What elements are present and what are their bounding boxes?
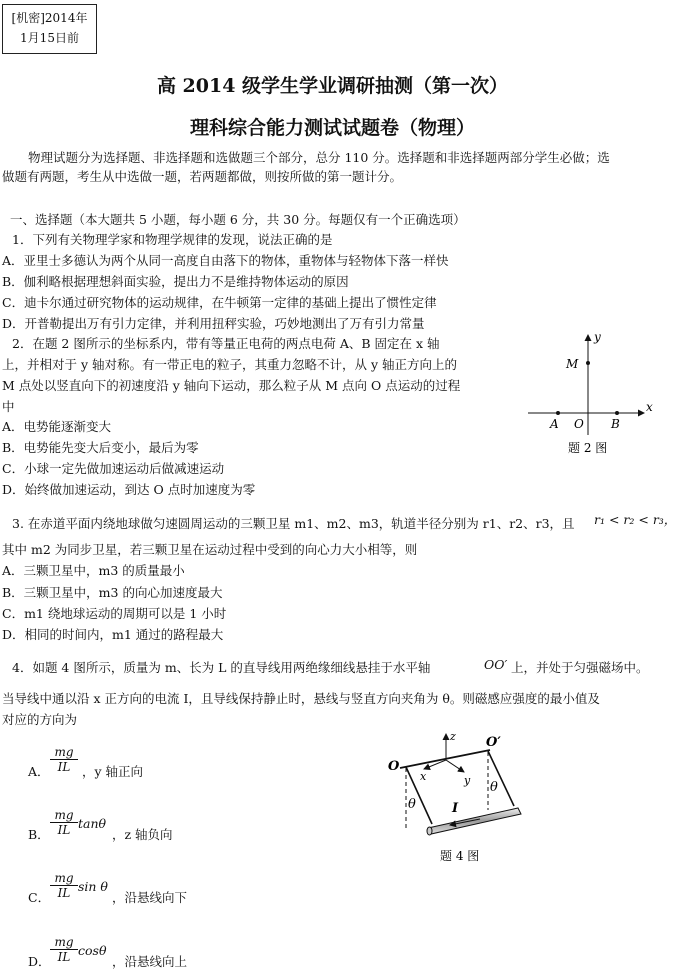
q4-option-a-numerator: mg bbox=[50, 745, 78, 760]
q4-label-theta-left: θ bbox=[408, 797, 416, 812]
q4-option-d-denominator: IL bbox=[57, 950, 71, 964]
q4-option-a-denominator: IL bbox=[57, 760, 71, 774]
q2-figure bbox=[520, 325, 660, 460]
q4-option-d-letter: D． bbox=[28, 954, 51, 969]
q4-option-c-denominator: IL bbox=[57, 886, 71, 900]
q1-option-c: C．迪卡尔通过研究物体的运动规律，在牛顿第一定律的基础上提出了惯性定律 bbox=[2, 295, 437, 310]
q4-label-o: O bbox=[388, 759, 400, 774]
q4-axis-line bbox=[400, 750, 490, 768]
q4-option-b-fraction bbox=[50, 808, 78, 837]
q1-option-b: B．伽利略根据理想斜面实验，提出力不是维持物体运动的原因 bbox=[2, 274, 349, 289]
q1-option-a: A．亚里士多德认为两个从同一高度自由落下的物体，重物体与轻物体下落一样快 bbox=[2, 253, 449, 268]
q4-thread-right bbox=[488, 751, 514, 806]
exam-subtitle: 理科综合能力测试试题卷（物理） bbox=[189, 117, 475, 139]
q4-option-b-func: tanθ bbox=[78, 816, 107, 831]
q1-stem: 1．下列有关物理学家和物理学规律的发现，说法正确的是 bbox=[12, 232, 333, 247]
q4-option-d-numerator: mg bbox=[50, 935, 78, 950]
q4-wire bbox=[427, 808, 521, 835]
q2-point-b bbox=[615, 411, 619, 415]
q4-option-a-tail: ，y 轴正向 bbox=[82, 764, 144, 779]
section-heading: 一、选择题（本大题共 5 小题，每小题 6 分，共 30 分。每题仅有一个正确选项） bbox=[10, 212, 466, 227]
q4-stem-line-1b: 上，并处于匀强磁场中。 bbox=[511, 660, 649, 675]
q2-label-y: y bbox=[594, 330, 601, 344]
q4-option-c-letter: C． bbox=[28, 890, 51, 905]
q2-label-b: B bbox=[611, 417, 620, 431]
q3-option-c: C．m1 绕地球运动的周期可以是 1 小时 bbox=[2, 606, 227, 621]
q4-option-c-numerator: mg bbox=[50, 871, 78, 886]
q3-option-d: D．相同的时间内，m1 通过的路程最大 bbox=[2, 627, 224, 642]
confidential-stamp bbox=[2, 4, 97, 54]
q4-label-z: z bbox=[450, 730, 456, 743]
q2-option-a: A．电势能逐渐变大 bbox=[2, 419, 112, 434]
q4-option-b-numerator: mg bbox=[50, 808, 78, 823]
q3-stem-line-2: 其中 m2 为同步卫星，若三颗卫星在运动过程中受到的向心力大小相等，则 bbox=[2, 542, 418, 557]
exam-title: 高 2014 级学生学业调研抽测（第一次） bbox=[156, 75, 509, 97]
q2-label-m: M bbox=[566, 357, 579, 371]
q4-stem-line-2: 当导线中通以沿 x 正方向的电流 I，且导线保持静止时，悬线与竖直方向夹角为 θ。则磁感应强度的最小值及 bbox=[2, 691, 600, 706]
q4-option-a-letter: A． bbox=[28, 764, 50, 779]
q4-y-axis bbox=[446, 760, 464, 772]
confidential-line-2: 1月15日前 bbox=[20, 31, 79, 45]
q4-figure-caption: 题 4 图 bbox=[440, 849, 480, 863]
q3-option-a: A．三颗卫星中，m3 的质量最小 bbox=[2, 563, 185, 578]
q4-option-c-func: sin θ bbox=[78, 879, 108, 894]
q4-label-o-prime: O′ bbox=[486, 735, 501, 750]
q4-label-theta-right: θ bbox=[490, 780, 498, 795]
q2-point-m bbox=[586, 361, 590, 365]
confidential-line-1: [机密]2014年 bbox=[11, 11, 88, 25]
q2-stem-line-1: 2．在题 2 图所示的坐标系内，带有等量正电荷的两点电荷 A、B 固定在 x 轴 bbox=[12, 336, 440, 351]
q4-option-d-fraction bbox=[50, 935, 78, 964]
q4-axis-label: OO′ bbox=[484, 657, 508, 672]
q2-stem-line-3: M 点处以竖直向下的初速度沿 y 轴向下运动，那么粒子从 M 点向 O 点运动的过程 bbox=[2, 378, 461, 393]
q4-option-b-denominator: IL bbox=[57, 823, 71, 837]
q4-label-x: x bbox=[420, 770, 427, 783]
q2-option-c: C．小球一定先做加速运动后做减速运动 bbox=[2, 461, 225, 476]
q2-option-b: B．电势能先变大后变小，最后为零 bbox=[2, 440, 199, 455]
q2-stem-line-2: 上，并相对于 y 轴对称。有一带正电的粒子，其重力忽略不计，从 y 轴正方向上的 bbox=[2, 357, 458, 372]
q4-label-y: y bbox=[464, 774, 471, 787]
q4-label-current: I bbox=[452, 801, 459, 816]
q4-stem-line-1a: 4．如题 4 图所示，质量为 m、长为 L 的直导线用两绝缘细线悬挂于水平轴 bbox=[12, 660, 431, 675]
q4-option-c-tail: ，沿悬线向下 bbox=[112, 890, 188, 905]
intro-line-2: 做题有两题，考生从中选做一题，若两题都做，则按所做的第一题计分。 bbox=[2, 169, 403, 184]
q4-stem-line-3: 对应的方向为 bbox=[2, 712, 78, 727]
q4-option-d-tail: ，沿悬线向上 bbox=[112, 954, 188, 969]
q2-label-o: O bbox=[574, 417, 584, 431]
q2-option-d: D．始终做加速运动，到达 O 点时加速度为零 bbox=[2, 482, 256, 497]
q1-option-d: D．开普勒提出万有引力定律，并利用扭秤实验，巧妙地测出了万有引力常量 bbox=[2, 316, 425, 331]
q4-option-d-func: cosθ bbox=[78, 943, 107, 958]
q2-label-a: A bbox=[550, 417, 559, 431]
q4-option-b-letter: B． bbox=[28, 827, 50, 842]
intro-line-1: 物理试题分为选择题、非选择题和选做题三个部分，总分 110 分。选择题和非选择题两部分学生必做；选 bbox=[28, 150, 610, 165]
q4-option-b-tail: ，z 轴负向 bbox=[112, 827, 173, 842]
q2-stem-line-4: 中 bbox=[2, 399, 15, 414]
q4-thread-left bbox=[406, 767, 432, 824]
q2-point-a bbox=[556, 411, 560, 415]
q3-option-b: B．三颗卫星中，m3 的向心加速度最大 bbox=[2, 585, 223, 600]
q4-figure bbox=[380, 728, 550, 868]
q3-stem-line-1: 3. 在赤道平面内绕地球做匀速圆周运动的三颗卫星 m1、m2、m3，轨道半径分别为 r1、r2、r3，且 bbox=[12, 516, 575, 531]
q3-inequality: r₁ < r₂ < r₃， bbox=[594, 512, 676, 527]
q4-option-a-fraction bbox=[50, 745, 78, 774]
q2-figure-caption: 题 2 图 bbox=[568, 441, 608, 455]
q4-option-c-fraction bbox=[50, 871, 78, 900]
q2-label-x: x bbox=[646, 400, 653, 414]
